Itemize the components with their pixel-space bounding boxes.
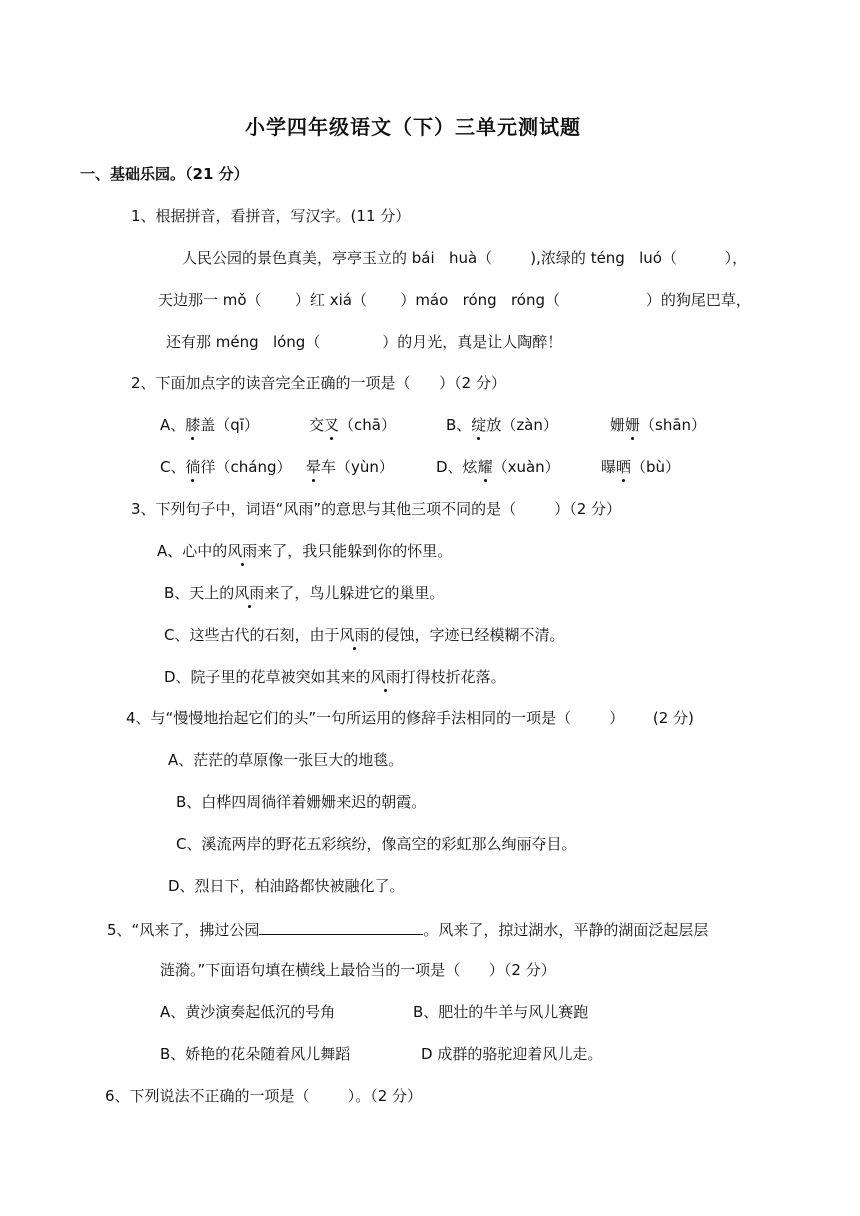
question-2-option-d <box>436 457 560 477</box>
page-title: 小学四年级语文（下）三单元测试题 <box>245 115 581 139</box>
option-rest: 车（yùn） <box>321 458 394 476</box>
question-4-option-c: C、溪流两岸的野花五彩缤纷，像高空的彩虹那么绚丽夺目。 <box>176 835 577 853</box>
question-3-option-b <box>164 583 444 603</box>
question-4-stem: 4、与“慢慢地抬起它们的头”一句所运用的修辞手法相同的一项是（ ） (2 分) <box>126 709 694 727</box>
question-5-stem-line-2: 涟漪。”下面语句填在横线上最恰当的一项是（ ）（2 分） <box>160 961 556 979</box>
question-1-line-3: 还有那 méng lóng（ ）的月光，真是让人陶醉！ <box>166 333 563 351</box>
dotted-character: 姗 <box>625 416 641 434</box>
dotted-character: 晒 <box>616 458 632 476</box>
option-prefix: B、天上的 <box>164 584 235 602</box>
dotted-character: 徜 <box>185 458 201 476</box>
option-prefix: D、院子里的花草被突如其来的 <box>164 668 371 686</box>
fill-in-blank <box>259 918 423 935</box>
question-2-option-a-2 <box>309 415 396 435</box>
question-3-option-d <box>164 667 506 687</box>
question-5-option-d: D 成群的骆驼迎着风儿走。 <box>421 1045 603 1063</box>
section-heading: 一、基础乐园。（21 分） <box>80 165 249 183</box>
question-5-option-a: A、黄沙演奏起低沉的号角 <box>160 1003 336 1021</box>
option-prefix: A、 <box>160 416 186 434</box>
option-prefix: 姗 <box>610 416 626 434</box>
option-prefix: D、炫 <box>436 458 478 476</box>
question-5-stem <box>107 918 708 940</box>
option-rest: 盖（qī） <box>200 416 259 434</box>
option-rest: 徉（cháng） <box>200 458 292 476</box>
dotted-character: 耀 <box>477 458 493 476</box>
stem-prefix: 5、“风来了，拂过公园 <box>107 921 260 939</box>
option-rest: 打得枝折花落。 <box>400 668 506 686</box>
option-prefix: 交 <box>309 416 325 434</box>
question-2-option-c-2 <box>306 457 394 477</box>
question-2-stem: 2、下面加点字的读音完全正确的一项是（ ）（2 分） <box>131 374 506 392</box>
option-rest: 来了，我只能躲到你的怀里。 <box>257 542 453 560</box>
option-prefix: 曝 <box>601 458 617 476</box>
question-4-option-a: A、茫茫的草原像一张巨大的地毯。 <box>168 751 404 769</box>
question-1-line-1: 人民公园的景色真美，亭亭玉立的 bái huà（ ),浓绿的 téng luó（ ）， <box>182 249 748 267</box>
dotted-word: 风雨 <box>227 542 258 560</box>
option-rest: （bù） <box>631 458 681 476</box>
option-prefix: A、心中的 <box>157 542 228 560</box>
option-rest: 来了，鸟儿躲进它的巢里。 <box>264 584 445 602</box>
option-prefix: B、 <box>446 416 472 434</box>
question-5-option-c: B、娇艳的花朵随着风儿舞蹈 <box>160 1045 351 1063</box>
option-prefix: C、 <box>160 458 186 476</box>
question-2-option-c <box>160 457 291 477</box>
option-rest: （shān） <box>640 416 707 434</box>
dotted-character: 绽 <box>471 416 487 434</box>
question-3-option-c <box>164 625 565 645</box>
option-rest: 放（zàn） <box>486 416 558 434</box>
dotted-character: 膝 <box>185 416 201 434</box>
question-6-stem: 6、下列说法不正确的一项是（ ）。（2 分） <box>105 1087 423 1105</box>
question-4-option-d: D、烈日下，柏油路都快被融化了。 <box>168 877 405 895</box>
question-3-option-a <box>157 541 452 561</box>
option-rest: （xuàn） <box>492 458 560 476</box>
dotted-character: 叉 <box>324 416 340 434</box>
dotted-character: 晕 <box>306 458 322 476</box>
question-1-line-2: 天边那一 mǒ（ ）红 xiá（ ）máo róng róng（ ）的狗尾巴草， <box>158 291 751 309</box>
stem-rest: 。风来了，掠过湖水，平静的湖面泛起层层 <box>423 921 709 939</box>
option-rest: （chā） <box>339 416 396 434</box>
question-5-option-b: B、肥壮的牛羊与风儿赛跑 <box>413 1003 589 1021</box>
question-1-stem: 1、根据拼音，看拼音，写汉字。(11 分） <box>131 207 411 225</box>
option-prefix: C、这些古代的石刻，由于 <box>164 626 340 644</box>
dotted-word: 风雨 <box>339 626 370 644</box>
question-2-option-b-2 <box>610 415 706 435</box>
question-2-option-a <box>160 415 259 435</box>
question-2-option-b <box>446 415 558 435</box>
dotted-word: 风雨 <box>370 668 401 686</box>
question-2-option-d-2 <box>601 457 680 477</box>
dotted-word: 风雨 <box>234 584 265 602</box>
option-rest: 的侵蚀，字迹已经模糊不清。 <box>369 626 565 644</box>
question-4-option-b: B、白桦四周徜徉着姗姗来迟的朝霞。 <box>176 793 427 811</box>
question-3-stem: 3、下列句子中，词语“风雨”的意思与其他三项不同的是（ ）（2 分） <box>131 500 622 518</box>
